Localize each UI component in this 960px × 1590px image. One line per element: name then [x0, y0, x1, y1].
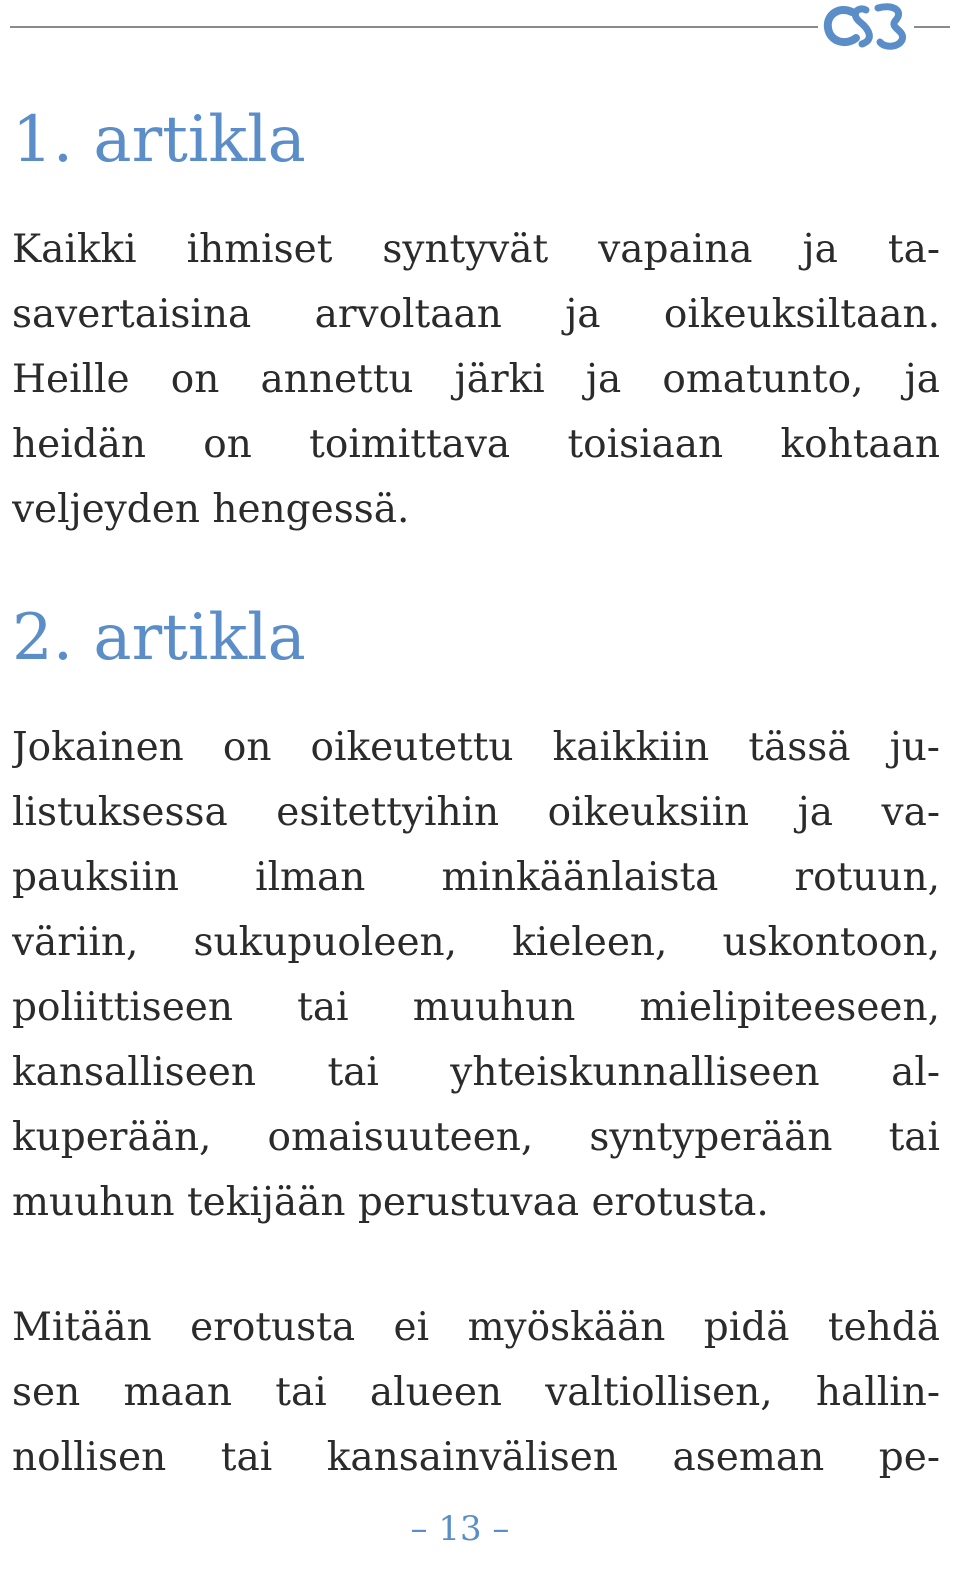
article-2-paragraph-1: [12, 715, 940, 1235]
text-line: veljeyden hengessä.: [12, 487, 410, 532]
header-rule-end: [914, 26, 950, 28]
article-2-heading: 2. artikla: [12, 601, 306, 675]
text-line: Kaikki ihmiset syntyvät vapaina ja ta-: [12, 227, 940, 272]
text-line: sen maan tai alueen valtiollisen, hallin-: [12, 1370, 940, 1415]
text-line: heidän on toimittava toisiaan kohtaan: [12, 422, 940, 467]
text-line: muuhun tekijään perustuvaa erotusta.: [12, 1180, 769, 1225]
text-line: Mitään erotusta ei myöskään pidä tehdä: [12, 1305, 940, 1350]
cs-monogram-icon: [822, 0, 914, 54]
text-line: väriin, sukupuoleen, kieleen, uskontoon,: [12, 920, 940, 965]
text-line: savertaisina arvoltaan ja oikeuksiltaan.: [12, 292, 940, 337]
article-1-text: [12, 217, 940, 542]
header-rule: [10, 26, 818, 28]
text-line: pauksiin ilman minkäänlaista rotuun,: [12, 855, 940, 900]
page-number: – 13 –: [410, 1509, 510, 1549]
text-line: kansalliseen tai yhteiskunnalliseen al-: [12, 1050, 940, 1095]
text-line: Heille on annettu järki ja omatunto, ja: [12, 357, 940, 402]
text-line: Jokainen on oikeutettu kaikkiin tässä ju-: [12, 725, 940, 770]
article-1-heading: 1. artikla: [12, 103, 306, 177]
text-line: listuksessa esitettyihin oikeuksiin ja va-: [12, 790, 940, 835]
text-line: kuperään, omaisuuteen, syntyperään tai: [12, 1115, 940, 1160]
article-2-paragraph-2: [12, 1295, 940, 1490]
text-line: nollisen tai kansainvälisen aseman pe-: [12, 1435, 940, 1480]
text-line: poliittiseen tai muuhun mielipiteeseen,: [12, 985, 940, 1030]
